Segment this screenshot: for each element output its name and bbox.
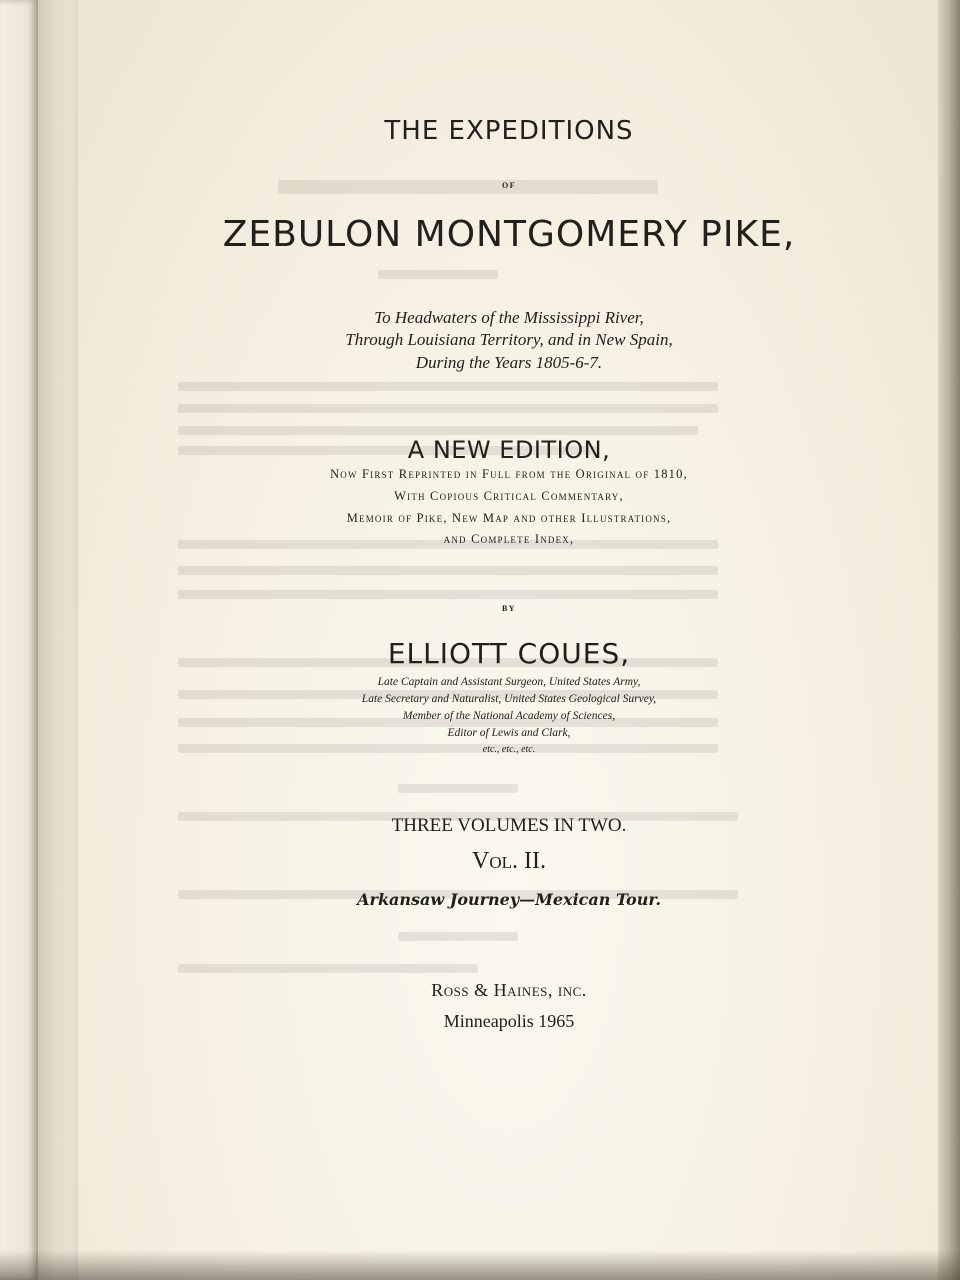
- title-line-name: ZEBULON MONTGOMERY PIKE,: [222, 214, 796, 255]
- by-label: BY: [501, 604, 517, 613]
- edition-line: Now First Reprinted in Full from the Original of 1810,: [330, 467, 688, 481]
- author-credential: Editor of Lewis and Clark,: [447, 727, 571, 739]
- author-credential: etc., etc., etc.: [482, 744, 536, 755]
- author-name: ELLIOTT COUES,: [387, 637, 631, 670]
- publisher-name: Ross & Haines, inc.: [431, 980, 587, 1000]
- edition-line: With Copious Critical Commentary,: [394, 489, 624, 503]
- author-credential: Member of the National Academy of Sciences,: [402, 710, 616, 722]
- page-edge-right: [938, 0, 960, 1280]
- publication-place-year: Minneapolis 1965: [443, 1011, 575, 1031]
- edition-heading: A NEW EDITION,: [407, 436, 611, 464]
- subtitle-line: During the Years 1805-6-7.: [415, 353, 603, 372]
- subtitle-line: To Headwaters of the Mississippi River,: [374, 308, 644, 327]
- title-page: [78, 0, 940, 1280]
- volume-subtitle: Arkansaw Journey—Mexican Tour.: [357, 890, 661, 909]
- author-credential: Late Captain and Assistant Surgeon, United States Army,: [377, 676, 641, 688]
- edition-line: Memoir of Pike, New Map and other Illustrations,: [346, 511, 672, 525]
- author-credential: Late Secretary and Naturalist, United States Geological Survey,: [361, 693, 657, 705]
- title-line-expeditions: THE EXPEDITIONS: [384, 116, 634, 146]
- volumes-line: THREE VOLUMES IN TWO.: [391, 815, 627, 836]
- edition-line: and Complete Index,: [443, 532, 575, 546]
- left-page-edge: [0, 0, 38, 1280]
- subtitle-line: Through Louisiana Territory, and in New Spain,: [345, 330, 673, 349]
- title-connector-of: OF: [501, 181, 517, 190]
- volume-number: Vol. II.: [472, 848, 546, 874]
- bottom-shadow: [0, 1250, 960, 1280]
